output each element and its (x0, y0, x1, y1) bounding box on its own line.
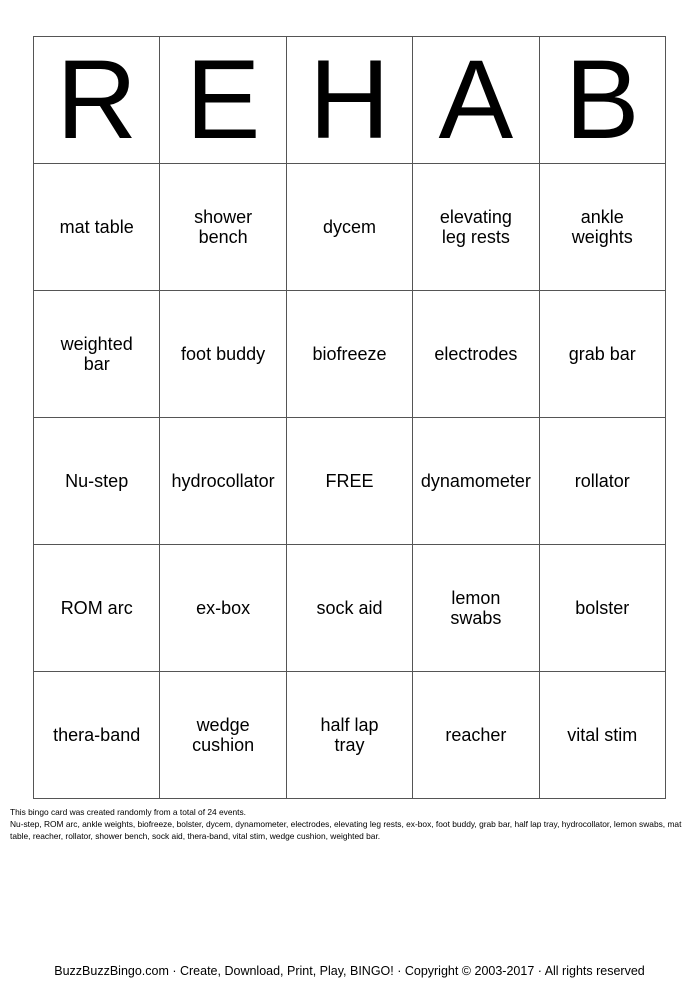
bingo-cell: reacher (413, 672, 539, 799)
header-letter: R (34, 37, 160, 164)
card-info (10, 806, 694, 842)
card-row (34, 672, 666, 799)
bingo-cell: dynamometer (413, 418, 539, 545)
header-letter: B (539, 37, 665, 164)
bingo-cell: dycem (286, 164, 412, 291)
bingo-cell: grab bar (539, 291, 665, 418)
card-row (34, 164, 666, 291)
bingo-cell: thera-band (34, 672, 160, 799)
bingo-cell: ex-box (160, 545, 286, 672)
header-row (34, 37, 666, 164)
bingo-cell: half lap tray (286, 672, 412, 799)
card-info-event-list: Nu-step, ROM arc, ankle weights, biofreeze, bolster, dycem, dynamometer, electrodes, elevating leg rests, ex-box, foot buddy, grab bar, half lap tray, hydrocollator, lemon swabs, mat table, reacher, rollator, shower bench, sock aid, thera-band, vital stim, wedge cushion, weighted bar. (10, 819, 682, 841)
card-row (34, 291, 666, 418)
bingo-cell: shower bench (160, 164, 286, 291)
bingo-cell: ankle weights (539, 164, 665, 291)
bingo-cell: sock aid (286, 545, 412, 672)
bingo-cell: electrodes (413, 291, 539, 418)
bingo-cell: mat table (34, 164, 160, 291)
header-letter: H (286, 37, 412, 164)
bingo-cell: lemon swabs (413, 545, 539, 672)
bingo-cell: elevating leg rests (413, 164, 539, 291)
header-letter: A (413, 37, 539, 164)
header-letter: E (160, 37, 286, 164)
bingo-cell: foot buddy (160, 291, 286, 418)
bingo-cell: bolster (539, 545, 665, 672)
bingo-cell: hydrocollator (160, 418, 286, 545)
bingo-cell: biofreeze (286, 291, 412, 418)
bingo-cell: ROM arc (34, 545, 160, 672)
bingo-cell: wedge cushion (160, 672, 286, 799)
card-info-summary: This bingo card was created randomly from a total of 24 events. (10, 807, 247, 817)
bingo-cell: weighted bar (34, 291, 160, 418)
page-footer: BuzzBuzzBingo.com · Create, Download, Print, Play, BINGO! · Copyright © 2003-2017 · All rights reserved (54, 964, 645, 978)
bingo-card (33, 36, 666, 799)
card-row (34, 418, 666, 545)
bingo-cell: rollator (539, 418, 665, 545)
bingo-cell: vital stim (539, 672, 665, 799)
free-space-cell: FREE (286, 418, 412, 545)
card-row (34, 545, 666, 672)
bingo-cell: Nu-step (34, 418, 160, 545)
